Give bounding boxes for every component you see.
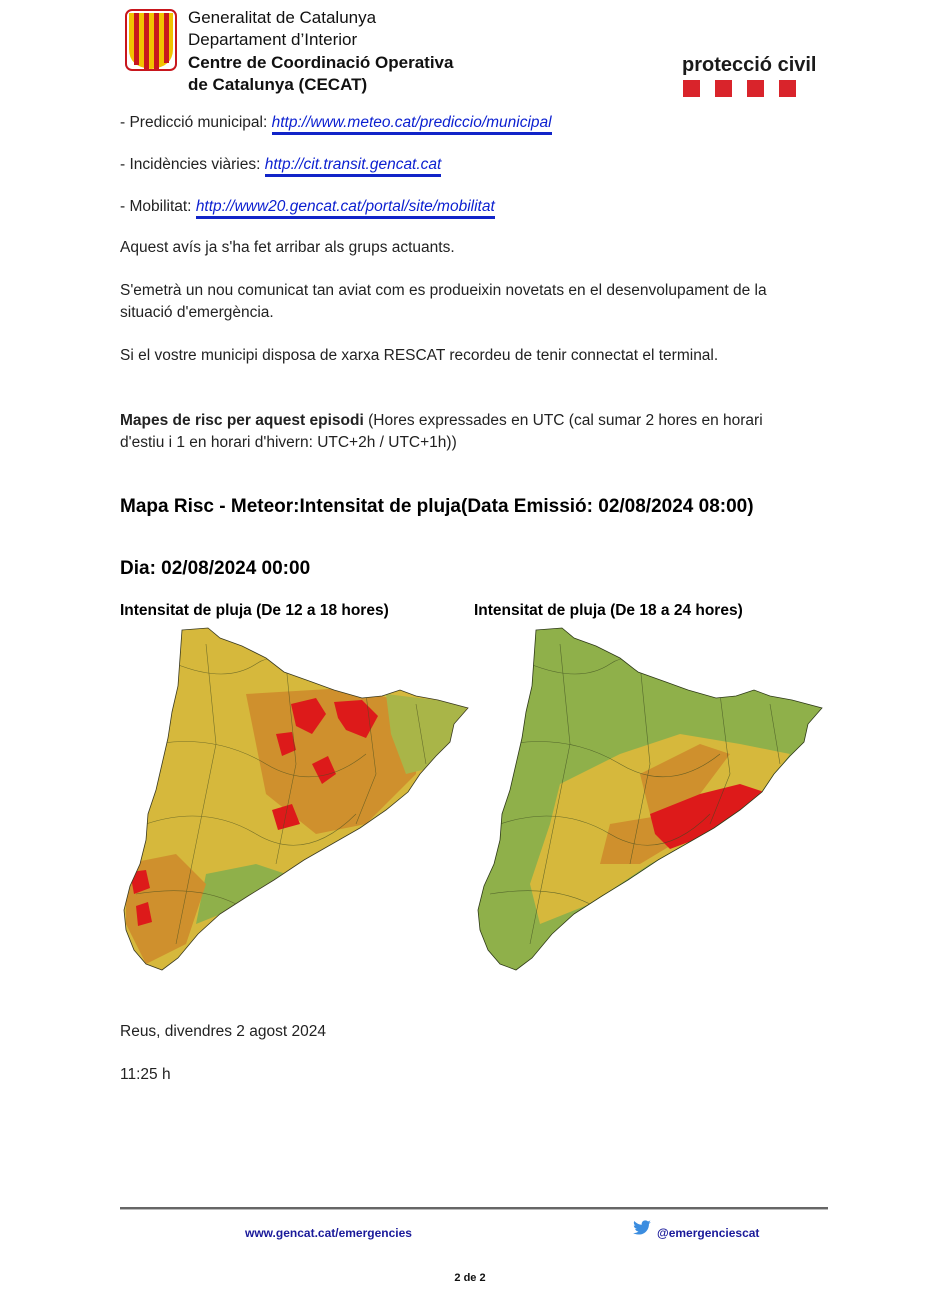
day-heading: Dia: 02/08/2024 00:00	[120, 558, 311, 579]
incidencies-link[interactable]: http://cit.transit.gencat.cat	[265, 156, 442, 177]
proteccio-civil-squares-icon	[683, 80, 796, 97]
footer-website-link[interactable]: www.gencat.cat/emergencies	[245, 1226, 412, 1240]
footer-twitter-handle[interactable]: @emergenciescat	[657, 1226, 760, 1240]
header-line-2: Departament d’Interior	[188, 30, 358, 49]
maps-intro	[120, 410, 800, 454]
twitter-bird-icon	[632, 1220, 652, 1236]
place-date: Reus, divendres 2 agost 2024	[120, 1023, 326, 1040]
prediccio-link[interactable]: http://www.meteo.cat/prediccio/municipal	[272, 114, 552, 135]
maps-intro-bold: Mapes de risc per aquest episodi	[120, 412, 364, 429]
generalitat-logo-icon	[125, 9, 177, 71]
rain-intensity-map-12-18	[116, 624, 474, 974]
link-label: - Incidències viàries:	[120, 156, 265, 173]
link-line-mobilitat	[120, 196, 820, 218]
mobilitat-link[interactable]: http://www20.gencat.cat/portal/site/mobilitat	[196, 198, 495, 219]
link-label: - Mobilitat:	[120, 198, 196, 215]
link-line-prediccio	[120, 112, 820, 134]
header-line-4: de Catalunya (CECAT)	[188, 75, 368, 94]
map-2-title: Intensitat de pluja (De 18 a 24 hores)	[474, 602, 743, 619]
paragraph-rescat: Si el vostre municipi disposa de xarxa RESCAT recordeu de tenir connectat el terminal.	[120, 347, 719, 364]
rain-intensity-map-18-24	[470, 624, 828, 974]
link-label: - Predicció municipal:	[120, 114, 272, 131]
header-line-1: Generalitat de Catalunya	[188, 8, 377, 27]
paragraph-next: S'emetrà un nou comunicat tan aviat com es produeixin novetats en el desenvolupament de la situació d'emergència.	[120, 282, 767, 321]
link-line-incidencies	[120, 154, 820, 176]
time: 11:25 h	[120, 1066, 171, 1083]
footer-divider	[120, 1207, 828, 1210]
proteccio-civil-logo-text: protecció civil	[682, 54, 817, 76]
page-number: 2 de 2	[454, 1272, 486, 1284]
header-line-3: Centre de Coordinació Operativa	[188, 53, 454, 72]
paragraph-sent: Aquest avís ja s'ha fet arribar als grups actuants.	[120, 239, 455, 256]
map-1-title: Intensitat de pluja (De 12 a 18 hores)	[120, 602, 389, 619]
maps-intro-rest: (Hores expressades en UTC (cal sumar 2 hores en horari d'estiu i 1 en horari d'hivern: UTC+2h / UTC+1h))	[120, 412, 763, 451]
map-risk-title: Mapa Risc - Meteor:Intensitat de pluja(Data Emissió: 02/08/2024 08:00)	[120, 496, 754, 517]
